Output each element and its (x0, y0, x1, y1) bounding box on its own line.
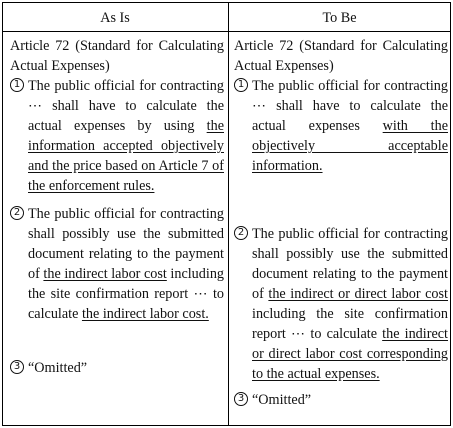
as-is-item-3-text: “Omitted” (28, 360, 88, 376)
to-be-item-3 (234, 390, 448, 410)
comparison-table (2, 2, 451, 426)
to-be-article-title: Article 72 (Standard for Calculating Actual Expenses) (234, 38, 448, 74)
circled-number-1: 1 (10, 78, 24, 92)
to-be-item-2-text-b: including the site confirmation report ⋯ to calculate (252, 306, 448, 342)
as-is-item-3 (10, 358, 224, 378)
header-as-is: As Is (100, 10, 130, 26)
as-is-item-2-text-b: including the site confirmation report ⋯ to calculate (28, 266, 225, 322)
as-is-article-title: Article 72 (Standard for Calculating Actual Expenses) (10, 38, 224, 74)
to-be-item-3-text: “Omitted” (252, 392, 312, 408)
header-divider (3, 31, 450, 32)
as-is-item-2-underlined-b: the indirect labor cost. (81, 306, 209, 322)
to-be-item-2-underlined-a: the indirect or direct labor cost (268, 286, 448, 302)
as-is-item-2 (10, 204, 224, 324)
as-is-item-1 (10, 76, 224, 196)
to-be-item-2-underlined-b: the indirect or direct labor cost corresponding to the actual expenses. (252, 326, 448, 382)
circled-number-2: 2 (234, 226, 248, 240)
as-is-item-2-underlined-a: the indirect labor cost (43, 266, 167, 282)
as-is-item-1-text: The public official for contracting ⋯ shall have to calculate the actual expenses by using (28, 78, 224, 134)
as-is-item-2-text-a: The public official for contracting shall possibly use the submitted document relating to the payment of (28, 206, 224, 282)
as-is-item-1-underlined: the information accepted objectively and the price based on Article 7 of the enforcement rules. (28, 118, 224, 194)
to-be-item-2-text-a: The public official for contracting shall possibly use the submitted document relating to the payment of (252, 226, 448, 302)
circled-number-1: 1 (234, 78, 248, 92)
to-be-column (234, 36, 448, 410)
header-to-be: To Be (322, 10, 357, 26)
to-be-item-1 (234, 76, 448, 176)
circled-number-3: 3 (234, 392, 248, 406)
as-is-column (10, 36, 224, 378)
circled-number-3: 3 (10, 360, 24, 374)
to-be-item-1-underlined: with the objectively acceptable information. (252, 118, 448, 174)
to-be-item-1-text: The public official for contracting ⋯ shall have to calculate the actual expenses (252, 78, 448, 134)
to-be-item-2 (234, 224, 448, 384)
column-divider (228, 3, 229, 425)
circled-number-2: 2 (10, 206, 24, 220)
